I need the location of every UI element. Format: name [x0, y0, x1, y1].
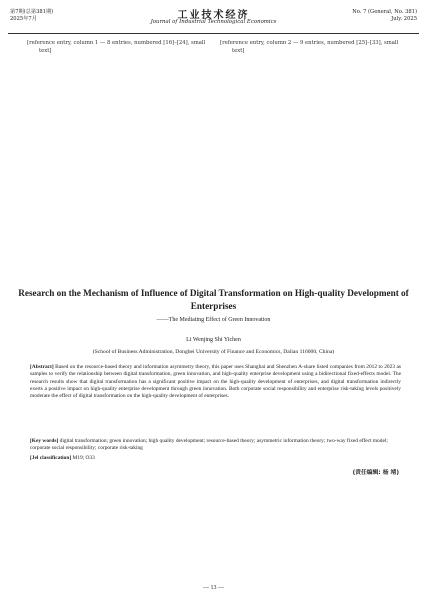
abstract-label: [Abstract] — [30, 364, 54, 370]
abstract — [30, 364, 401, 400]
keywords-text: digital transformation; green innovation; high quality development; resource-based theory; asymmetric information theory; two-way fixed effect model; corporate social responsibility; corporate risk-taking — [30, 438, 388, 452]
reference-entry: [reference entry, column 2 — 9 entries, numbered [25]–[33], small text] — [220, 40, 399, 54]
page-number: — 13 — — [203, 585, 224, 591]
jel-label: [Jel classification] — [30, 455, 72, 461]
article-title-en: Research on the Mechanism of Influence of Digital Transformation on High-quality Development of Enterprises — [18, 288, 409, 311]
journal-title-cn: 工业技术经济 — [177, 10, 250, 21]
issue-cn: 第7期(总第381期) — [10, 9, 54, 15]
keywords — [30, 438, 401, 453]
issue-en: No. 7 (General, No. 381) — [352, 9, 417, 15]
abstract-text: Based on the resource-based theory and information asymmetry theory, this paper uses Shanghai and Shenzhen A-share listed companies from 2012 to 2023 as samples to verify the relationship between digital transformation, green innovation, and high-quality enterprise development using a bidirectional fixed-effects model. The research results show that digital transformation has a significant positive impact on the high-quality development of enterprises, and digital transformation indirectly exerts a positive impact on high-quality enterprise development through green innovation. Both corporate social responsibility and enterprise risk-taking levels positively moderate the effect of digital transformation on the high-quality development of enterprises. — [30, 364, 401, 400]
date-en: July. 2025 — [391, 16, 417, 22]
author-names: Li Wenjing Shi Yichen — [186, 337, 241, 343]
running-header — [8, 5, 419, 34]
responsible-editor: (责任编辑: 杨 靖) — [352, 470, 399, 476]
article-subtitle-en: ——The Mediating Effect of Green Innovation — [156, 317, 271, 323]
keywords-label: [Key words] — [30, 438, 59, 444]
journal-title-en: Journal of Industrial Technological Economics — [150, 19, 277, 25]
references-column-left — [27, 40, 207, 274]
date-cn: 2025年7月 — [10, 16, 37, 22]
jel-classification — [30, 455, 95, 461]
author-affiliation: (School of Business Administration, Dongbei University of Finance and Economics, Dalian 116000, China) — [92, 349, 335, 355]
jel-text: M19; O33 — [72, 455, 95, 461]
references-column-right — [220, 40, 401, 274]
reference-entry: [reference entry, column 1 — 8 entries, numbered [16]–[24], small text] — [27, 40, 206, 54]
